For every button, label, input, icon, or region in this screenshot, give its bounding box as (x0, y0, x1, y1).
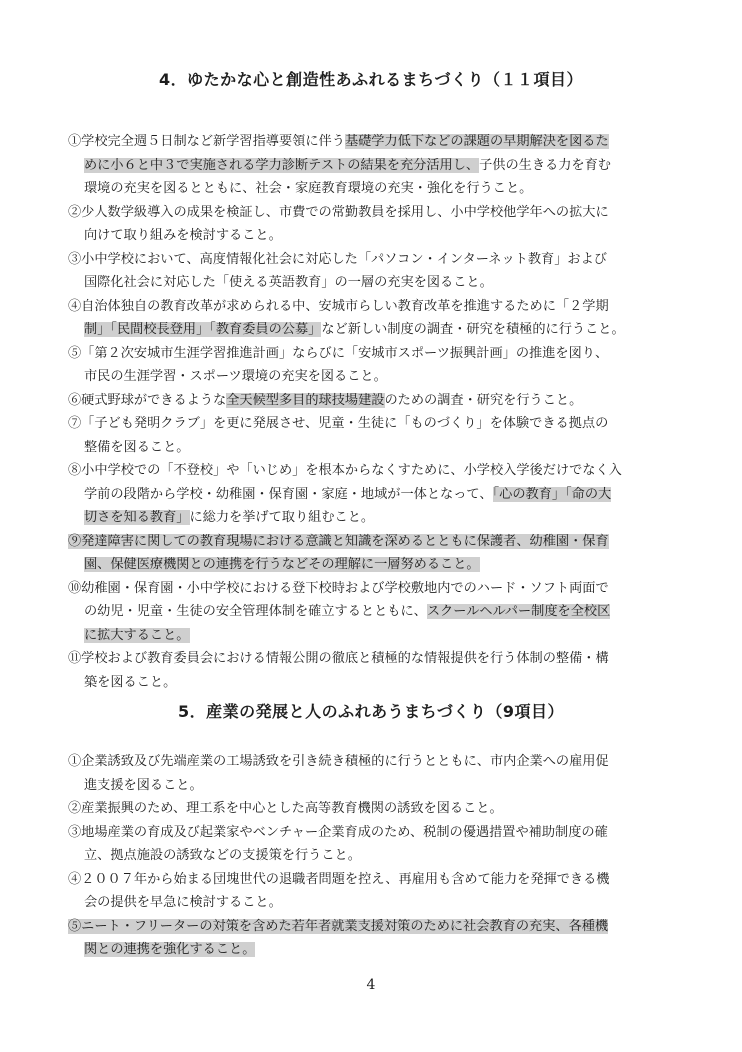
list-item (68, 915, 690, 962)
item-line (68, 750, 690, 774)
item-line (68, 577, 690, 601)
list-item (68, 130, 690, 201)
list-item (68, 647, 690, 694)
item-text: に総力を挙げて取り組むこと。 (189, 510, 375, 525)
item-text: ⑥硬式野球ができるような (68, 392, 227, 408)
highlighted-text: ⑤ニート・フリーターの対策を含めた若年者就業支援対策のために社会教育の充実、各種機 (68, 918, 609, 934)
item-text: 会の提供を早急に検討すること。 (84, 895, 282, 910)
item-text: 進支援を図ること。 (84, 777, 203, 793)
list-item (68, 797, 690, 821)
page-number: 4 (366, 977, 376, 993)
list-item (68, 248, 690, 295)
list-item (68, 821, 690, 868)
highlighted-text: めに小６と中３で実施される学力診断テストの結果を充分活用し、 (84, 157, 480, 173)
highlighted-text: スクールヘルパー制度を全校区 (426, 604, 611, 619)
item-line (68, 436, 690, 460)
list-item (68, 530, 690, 577)
item-line (68, 600, 690, 624)
list-item (68, 295, 690, 342)
list-item (68, 577, 690, 648)
item-line (68, 365, 690, 389)
item-line (68, 342, 690, 366)
item-text: ⑤「第２次安城市生涯学習推進計画」ならびに「安城市スポーツ振興計画」の推進を図り、 (68, 345, 609, 361)
item-text: など新しい制度の調査・研究を積極的に行うこと。 (321, 322, 625, 337)
item-line (68, 821, 690, 845)
item-text: の幼児・児童・生徒の安全管理体制を確立するとともに、 (84, 604, 427, 619)
item-line (68, 389, 690, 413)
item-text: ⑪学校および教育委員会における情報公開の徹底と積極的な情報提供を行う体制の整備・構 (68, 651, 609, 666)
item-line (68, 177, 690, 201)
item-line (68, 130, 690, 154)
item-text: ①学校完全週５日制など新学習指導要領に伴う (68, 134, 345, 149)
item-line (68, 647, 690, 671)
highlighted-text: 関との連携を強化すること。 (84, 942, 256, 957)
item-text: のための調査・研究を行うこと。 (384, 392, 583, 408)
list-item (68, 412, 690, 459)
highlighted-text: 全天候型多目的球技場建設 (226, 392, 385, 408)
item-text: 立、拠点施設の誘致などの支援策を行うこと。 (84, 848, 361, 863)
item-text: 環境の充実を図るとともに、社会・家庭教育環境の充実・強化を行うこと。 (84, 181, 533, 196)
item-line (68, 318, 690, 342)
list-item (68, 459, 690, 530)
item-text: 築を図ること。 (84, 674, 177, 690)
item-text: ③地場産業の育成及び起業家やベンチャー企業育成のため、税制の優遇措置や補助制度の確 (68, 824, 608, 840)
item-text: ②産業振興のため、理工系を中心とした高等教育機関の誘致を図ること。 (68, 801, 503, 816)
item-line (68, 774, 690, 798)
item-line (68, 506, 690, 530)
item-text: 子供の生きる力を育む (479, 157, 611, 173)
item-text: ⑩幼稚園・保育園・小中学校における登下校時および学校敷地内でのハード・ソフト両面で (68, 580, 609, 596)
item-text: ⑧小中学校での「不登校」や「いじめ」を根本からなくすために、小学校入学後だけでなく入 (68, 463, 622, 478)
list-item (68, 389, 690, 413)
item-line (68, 271, 690, 295)
list-item (68, 201, 690, 248)
item-text: ①企業誘致及び先端産業の工場誘致を引き続き積極的に行うとともに、市内企業への雇用促 (68, 754, 609, 769)
item-text: ④２００７年から始まる団塊世代の退職者問題を控え、再雇用も含めて能力を発揮できる機 (68, 871, 610, 887)
highlighted-text: に拡大すること。 (84, 627, 190, 643)
item-line (68, 624, 690, 648)
item-line (68, 224, 690, 248)
item-text: 整備を図ること。 (84, 439, 190, 455)
highlighted-text: 切さを知る教育」 (84, 510, 190, 525)
item-line (68, 459, 690, 483)
item-text: 国際化社会に対応した「使える英語教育」の一層の充実を図ること。 (84, 275, 493, 290)
item-text: 学前の段階から学校・幼稚園・保育園・家庭・地域が一体となって、 (84, 486, 493, 502)
highlighted-text: 園、保健医療機関との連携を行うなどその理解に一層努めること。 (84, 557, 480, 572)
item-line (68, 868, 690, 892)
item-text: 向けて取り組みを検討すること。 (84, 228, 282, 243)
item-line (68, 154, 690, 178)
item-line (68, 412, 690, 436)
item-line (68, 553, 690, 577)
item-line (68, 248, 690, 272)
item-line (68, 295, 690, 319)
highlighted-text: ⑨発達障害に関しての教育現場における意識と知識を深めるとともに保護者、幼稚園・保育 (68, 533, 609, 549)
item-text: ②少人数学級導入の成果を検証し、市費での常勤教員を採用し、小中学校他学年への拡大に (68, 204, 609, 220)
item-line (68, 483, 690, 507)
item-text: ④自治体独自の教育改革が求められる中、安城市らしい教育改革を推進するために「２学期 (68, 298, 609, 314)
section-heading-5: 5．産業の発展と人のふれあうまちづくり（9項目） (177, 702, 565, 721)
item-text: 市民の生涯学習・スポーツ環境の充実を図ること。 (84, 369, 387, 384)
item-line (68, 530, 690, 554)
item-line (68, 891, 690, 915)
list-item (68, 868, 690, 915)
highlighted-text: 基礎学力低下などの課題の早期解決を図るた (344, 134, 609, 149)
highlighted-text: 「心の教育」「命の大 (492, 486, 612, 502)
item-line (68, 201, 690, 225)
item-line (68, 797, 690, 821)
item-text: ⑦「子ども発明クラブ」を更に発展させ、児童・生徒に「ものづくり」を体験できる拠点の (68, 416, 609, 431)
list-item (68, 750, 690, 797)
section-heading-4: 4．ゆたかな心と創造性あふれるまちづくり（１１項目） (159, 70, 583, 89)
item-line (68, 915, 690, 939)
item-line (68, 671, 690, 695)
list-item (68, 342, 690, 389)
item-text: ③小中学校において、高度情報化社会に対応した「パソコン・インターネット教育」および (68, 251, 607, 267)
item-line (68, 844, 690, 868)
highlighted-text: 制」「民間校長登用」「教育委員の公募」 (84, 322, 322, 337)
item-line (68, 938, 690, 962)
